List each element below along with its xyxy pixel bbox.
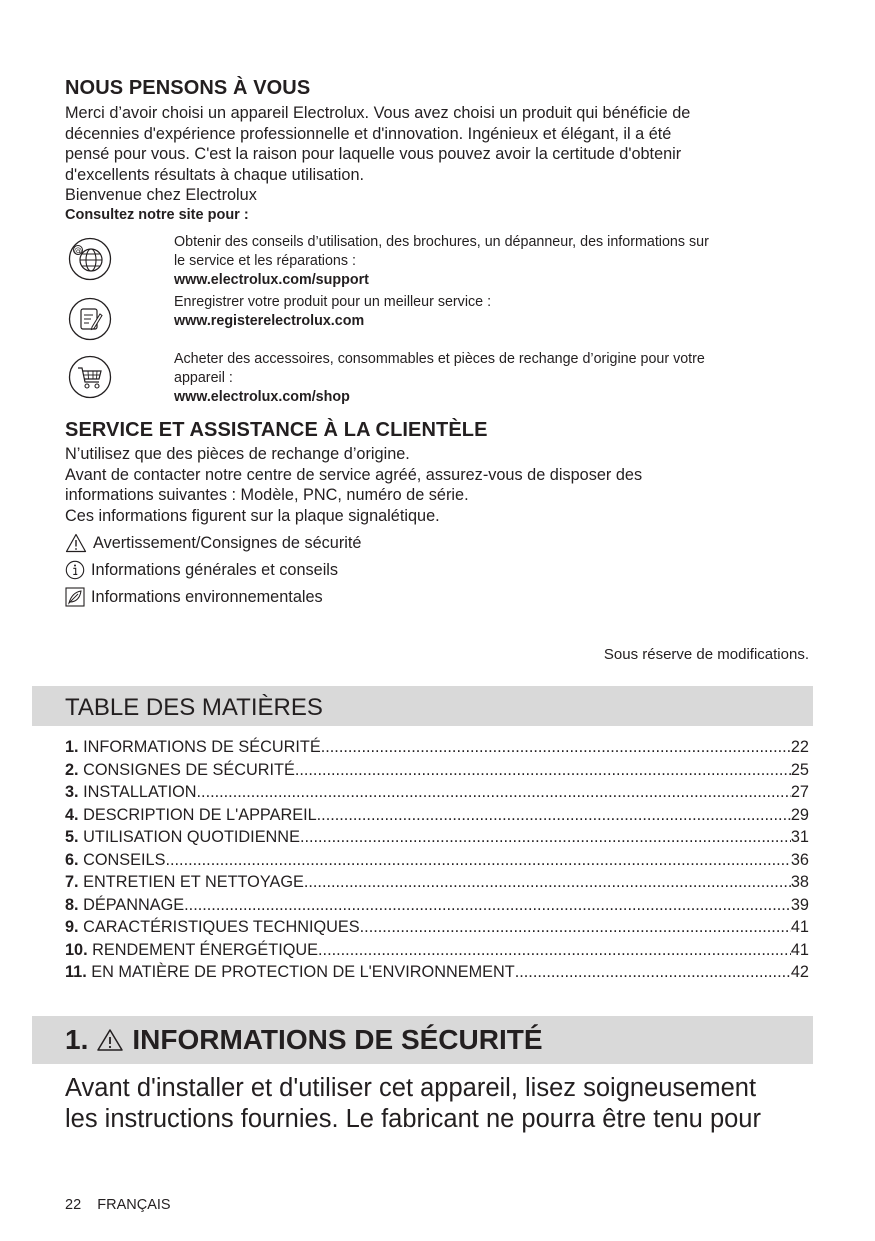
info-icon xyxy=(65,560,85,580)
globe-icon xyxy=(68,237,112,281)
disclaimer: Sous réserve de modifications. xyxy=(603,646,809,663)
section-intro-line: les instructions fournies. Le fabricant ne pourra être tenu pour xyxy=(65,1105,761,1133)
toc-leader xyxy=(317,806,791,825)
toc-item[interactable] xyxy=(65,736,809,757)
toc-num: 6. xyxy=(65,850,79,869)
legend-environment xyxy=(65,587,323,607)
legend-environment-label: Informations environnementales xyxy=(91,587,323,606)
service-line: informations suivantes : Modèle, PNC, numéro de série. xyxy=(65,486,469,505)
toc-page: 25 xyxy=(790,760,809,779)
link-shop-text: appareil : xyxy=(174,370,233,387)
toc-num: 8. xyxy=(65,895,79,914)
toc-label: CONSIGNES DE SÉCURITÉ xyxy=(83,760,295,779)
toc-leader xyxy=(318,941,791,960)
cart-icon xyxy=(68,355,112,399)
toc-page: 22 xyxy=(790,738,809,756)
section-intro xyxy=(65,1073,845,1135)
footer-language: FRANÇAIS xyxy=(97,1197,171,1213)
toc-num: 11. xyxy=(65,963,87,981)
shop-link[interactable]: www.electrolux.com/shop xyxy=(174,389,350,406)
toc-label: ENTRETIEN ET NETTOYAGE xyxy=(83,873,304,891)
toc-label: CONSEILS xyxy=(83,850,166,869)
support-link[interactable]: www.electrolux.com/support xyxy=(174,272,369,289)
legend-info xyxy=(65,560,338,580)
legend-info-label: Informations générales et conseils xyxy=(91,560,339,579)
toc-page: 41 xyxy=(790,918,809,936)
toc-leader xyxy=(304,873,791,892)
section-header-band xyxy=(32,1016,813,1064)
intro-heading: NOUS PENSONS À VOUS xyxy=(65,77,311,99)
toc-leader xyxy=(515,963,791,982)
link-shop-text: Acheter des accessoires, consommables et pièces de rechange d’origine pour votre xyxy=(174,351,705,367)
legend-warning xyxy=(65,533,361,553)
service-line: Avant de contacter notre centre de service agréé, assurez-vous de disposer des xyxy=(65,465,643,484)
register-link[interactable]: www.registerelectrolux.com xyxy=(174,313,365,330)
section-title-text: INFORMATIONS DE SÉCURITÉ xyxy=(132,1024,543,1055)
toc-item[interactable] xyxy=(65,871,809,892)
toc-leader xyxy=(360,918,791,937)
link-register-text: Enregistrer votre produit pour un meilleur service : xyxy=(174,294,492,310)
toc-leader xyxy=(184,896,791,915)
toc-label: EN MATIÈRE DE PROTECTION DE L'ENVIRONNEMENT xyxy=(91,963,515,981)
leaf-icon xyxy=(65,587,85,607)
toc-label: RENDEMENT ÉNERGÉTIQUE xyxy=(92,940,319,959)
link-register-block xyxy=(174,293,814,331)
toc-item[interactable] xyxy=(65,961,809,982)
toc-item[interactable] xyxy=(65,826,809,847)
toc-num: 3. xyxy=(65,783,79,801)
toc-num: 10. xyxy=(65,940,88,959)
warning-icon xyxy=(65,533,87,553)
service-heading: SERVICE ET ASSISTANCE À LA CLIENTÈLE xyxy=(65,419,488,441)
toc-label: UTILISATION QUOTIDIENNE xyxy=(83,828,300,846)
toc-item[interactable] xyxy=(65,916,809,937)
toc-page: 27 xyxy=(790,783,809,801)
register-icon xyxy=(68,297,112,341)
toc-page: 29 xyxy=(790,805,809,824)
toc-item[interactable] xyxy=(65,759,809,780)
welcome-line: Bienvenue chez Electrolux xyxy=(65,186,257,205)
visit-label: Consultez notre site pour : xyxy=(65,207,249,223)
toc-leader xyxy=(197,783,791,802)
toc-title: TABLE DES MATIÈRES xyxy=(65,694,323,721)
toc-num: 2. xyxy=(65,760,79,779)
toc-item[interactable] xyxy=(65,804,809,825)
toc-page: 41 xyxy=(790,940,809,959)
link-support-block xyxy=(174,233,814,291)
toc-num: 7. xyxy=(65,873,79,891)
toc-label: INFORMATIONS DE SÉCURITÉ xyxy=(83,738,321,756)
toc-num: 1. xyxy=(65,738,79,756)
section-intro-line: Avant d'installer et d'utiliser cet appareil, lisez soigneusement xyxy=(65,1074,757,1102)
toc-label: CARACTÉRISTIQUES TECHNIQUES xyxy=(83,918,360,936)
toc-item[interactable] xyxy=(65,781,809,802)
toc-header-band xyxy=(32,686,813,726)
intro-line: d'excellents résultats à chaque utilisation. xyxy=(65,165,365,184)
page-number: 22 xyxy=(65,1197,82,1213)
intro-line: pensé pour vous. C'est la raison pour laquelle vous pouvez avoir la certitude d'obtenir xyxy=(65,145,682,164)
link-support-text: Obtenir des conseils d’utilisation, des brochures, un dépanneur, des informations sur xyxy=(174,234,709,250)
toc-page: 42 xyxy=(790,963,809,981)
toc-num: 9. xyxy=(65,918,79,936)
legend-warning-label: Avertissement/Consignes de sécurité xyxy=(93,533,362,552)
toc-leader xyxy=(300,828,791,847)
toc-item[interactable] xyxy=(65,939,809,960)
intro-line: Merci d’avoir choisi un appareil Electrolux. Vous avez choisi un produit qui bénéficie de xyxy=(65,104,691,122)
link-shop-block xyxy=(174,350,814,408)
intro-line: décennies d'expérience professionnelle et d'innovation. Ingénieux et élégant, il a été xyxy=(65,124,672,143)
toc-leader xyxy=(165,851,790,870)
toc-label: DÉPANNAGE xyxy=(83,895,185,914)
toc-page: 38 xyxy=(790,873,809,891)
warning-icon xyxy=(96,1028,124,1052)
toc-leader xyxy=(321,738,791,757)
toc-label: DESCRIPTION DE L'APPAREIL xyxy=(83,805,317,824)
svg-text:@: @ xyxy=(74,246,82,255)
intro-paragraph xyxy=(65,103,825,206)
toc-num: 5. xyxy=(65,828,79,846)
link-support-text: le service et les réparations : xyxy=(174,253,356,270)
toc-leader xyxy=(295,761,791,780)
toc-label: INSTALLATION xyxy=(83,783,197,801)
toc-item[interactable] xyxy=(65,849,809,870)
toc-page: 36 xyxy=(790,850,809,869)
toc-page: 39 xyxy=(790,895,809,914)
section-title xyxy=(65,1024,543,1056)
service-line: N’utilisez que des pièces de rechange d’origine. xyxy=(65,445,410,463)
service-paragraph xyxy=(65,444,825,526)
service-line: Ces informations figurent sur la plaque signalétique. xyxy=(65,506,440,525)
toc-num: 4. xyxy=(65,805,79,824)
toc-item[interactable] xyxy=(65,894,809,915)
section-number: 1. xyxy=(65,1024,89,1055)
toc-page: 31 xyxy=(790,828,809,846)
footer xyxy=(65,1197,171,1213)
